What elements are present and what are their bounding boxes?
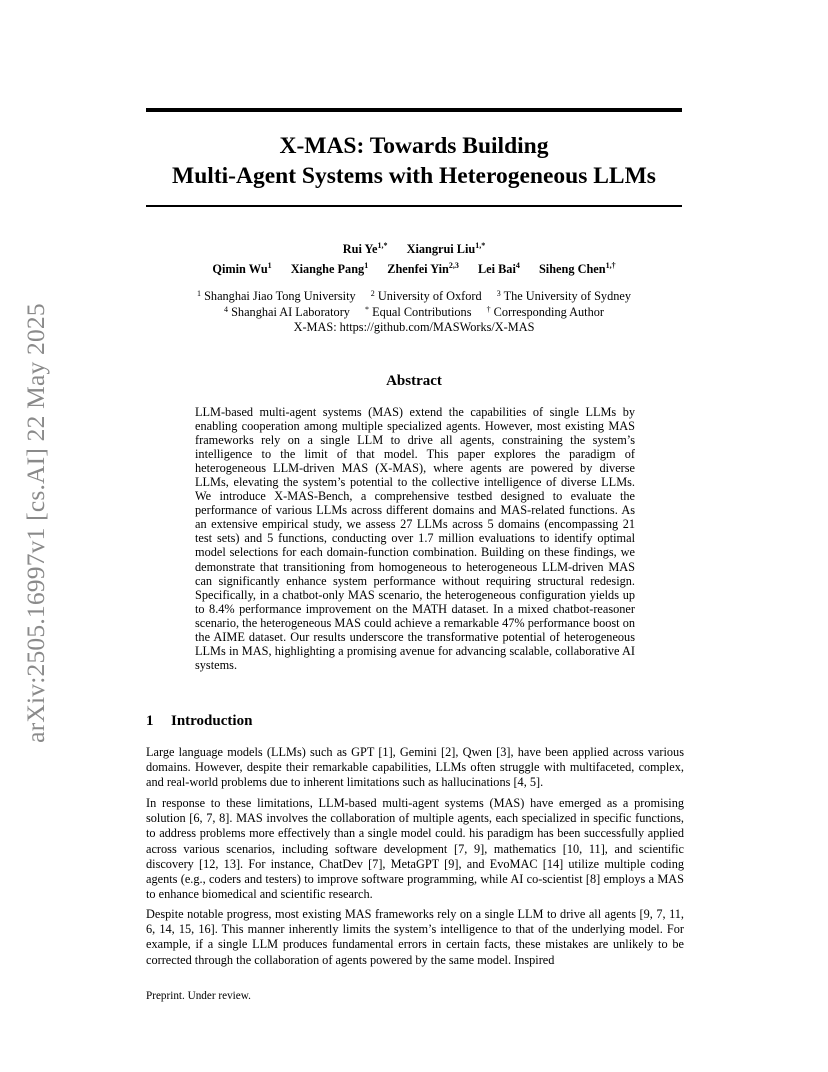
- affiliation-block: [146, 289, 682, 336]
- abstract-text: LLM-based multi-agent systems (MAS) extend the capabilities of single LLMs by enabling cooperation among multiple specialized agents. However, most existing MAS frameworks rely on a single LLM to drive all agents, constraining the system’s intelligence to the limit of that model. This paper explores the paradigm of heterogeneous LLM-driven MAS (X-MAS), where agents are powered by diverse LLMs, elevating the system’s potential to the collective intelligence of diverse LLMs. We introduce X-MAS-Bench, a comprehensive testbed designed to evaluate the performance of various LLMs across different domains and MAS-related functions. As an extensive empirical study, we assess 27 LLMs across 5 domains (encompassing 21 test sets) and 5 functions, conducting over 1.7 million evaluations to identify optimal model selections for each domain-function combination. Building on these findings, we demonstrate that transitioning from homogeneous to heterogeneous LLM-driven MAS can significantly enhance system performance without requiring structural redesign. Specifically, in a chatbot-only MAS scenario, the heterogeneous configuration yields up to 8.4% performance improvement on the MATH dataset. In a mixed chatbot-reasoner scenario, the heterogeneous MAS could achieve a remarkable 47% performance boost on the AIME dataset. Our results underscore the transformative potential of heterogeneous LLMs in MAS, highlighting a promising avenue for advancing scalable, collaborative AI systems.: [195, 405, 635, 672]
- author-name: Xianghe Pang: [290, 262, 365, 276]
- affiliation-mark: 2: [370, 289, 375, 298]
- affiliation-text: Shanghai Jiao Tong University: [204, 289, 356, 303]
- affiliation-mark: 4: [224, 304, 229, 314]
- title-line-1: X-MAS: Towards Building: [279, 133, 549, 159]
- intro-paragraph-3: Despite notable progress, most existing MAS frameworks rely on a single LLM to drive all agents [9, 7, 11, 6, 14, 15, 16]. This manner inherently limits the system’s intelligence to that of the underlying model. For example, if a single LLM produces fundamental errors in certain facts, these mistakes are unlikely to be corrected through the collaboration of agents powered by the same model. Inspired: [146, 907, 684, 967]
- affiliation-mark: 1: [197, 289, 201, 298]
- author-row-1: [146, 239, 682, 259]
- intro-paragraph-1: Large language models (LLMs) such as GPT [1], Gemini [2], Qwen [3], have been applied across various domains. However, despite their remarkable capabilities, LLMs often struggle with multifaceted, complex, and real-world problems due to inherent limitations such as hallucinations [4, 5].: [146, 745, 684, 790]
- title-top-rule: [146, 108, 682, 112]
- author-marks: 1: [364, 261, 369, 270]
- title-bottom-rule: [146, 205, 682, 207]
- author-marks: 2,3: [448, 261, 459, 270]
- section-number: 1: [146, 713, 154, 729]
- author-name: Siheng Chen: [538, 262, 606, 276]
- author-name: Zhenfei Yin: [387, 262, 449, 276]
- affiliation-row-1: [146, 289, 682, 305]
- affiliation-mark: 3: [496, 289, 501, 298]
- author-marks: 4: [515, 261, 520, 270]
- code-link[interactable]: X-MAS: https://github.com/MASWorks/X-MAS: [293, 320, 535, 334]
- author-block: [146, 239, 682, 279]
- author-marks: 1: [267, 261, 272, 270]
- author-name: Qimin Wu: [212, 262, 268, 276]
- preprint-footer: Preprint. Under review.: [146, 990, 251, 1002]
- affiliation-mark: *: [365, 304, 370, 314]
- author-name: Rui Ye: [342, 242, 378, 256]
- title-line-2: Multi-Agent Systems with Heterogeneous LLMs: [172, 163, 656, 189]
- author-marks: 1,*: [377, 241, 388, 250]
- affiliation-row-2: [146, 305, 682, 321]
- affiliation-text: University of Oxford: [377, 289, 482, 303]
- intro-paragraph-2: In response to these limitations, LLM-based multi-agent systems (MAS) have emerged as a promising solution [6, 7, 8]. MAS involves the collaboration of multiple agents, each specialized in specific functions, to address problems more effectively than a single model could. his paradigm has been successfully applied across various scenarios, including software development [7, 9], mathematics [10, 11], and scientific discovery [12, 13]. For instance, ChatDev [7], MetaGPT [9], and EvoMAC [14] utilize multiple coding agents (e.g., coders and testers) to improve software programming, while AI co-scientist [8] employs a MAS to enhance biomedical and scientific research.: [146, 796, 684, 902]
- affiliation-text: Corresponding Author: [493, 304, 604, 319]
- section-title: Introduction: [171, 713, 253, 729]
- abstract-heading: Abstract: [386, 373, 442, 389]
- author-name: Lei Bai: [477, 262, 516, 276]
- affiliation-text: The University of Sydney: [503, 289, 631, 303]
- affiliation-text: Shanghai AI Laboratory: [231, 304, 350, 319]
- arxiv-identifier-stamp: [22, 286, 50, 760]
- author-marks: 1,*: [475, 241, 486, 250]
- arxiv-identifier: arXiv:2505.16997v1 [cs.AI] 22 May 2025: [21, 303, 50, 743]
- section-heading: [146, 713, 252, 730]
- author-marks: 1,†: [605, 261, 616, 270]
- affiliation-mark: †: [486, 304, 491, 314]
- affiliation-text: Equal Contributions: [372, 304, 472, 319]
- author-name: Xiangrui Liu: [406, 242, 476, 256]
- paper-title: [146, 131, 682, 191]
- author-row-2: [146, 259, 682, 279]
